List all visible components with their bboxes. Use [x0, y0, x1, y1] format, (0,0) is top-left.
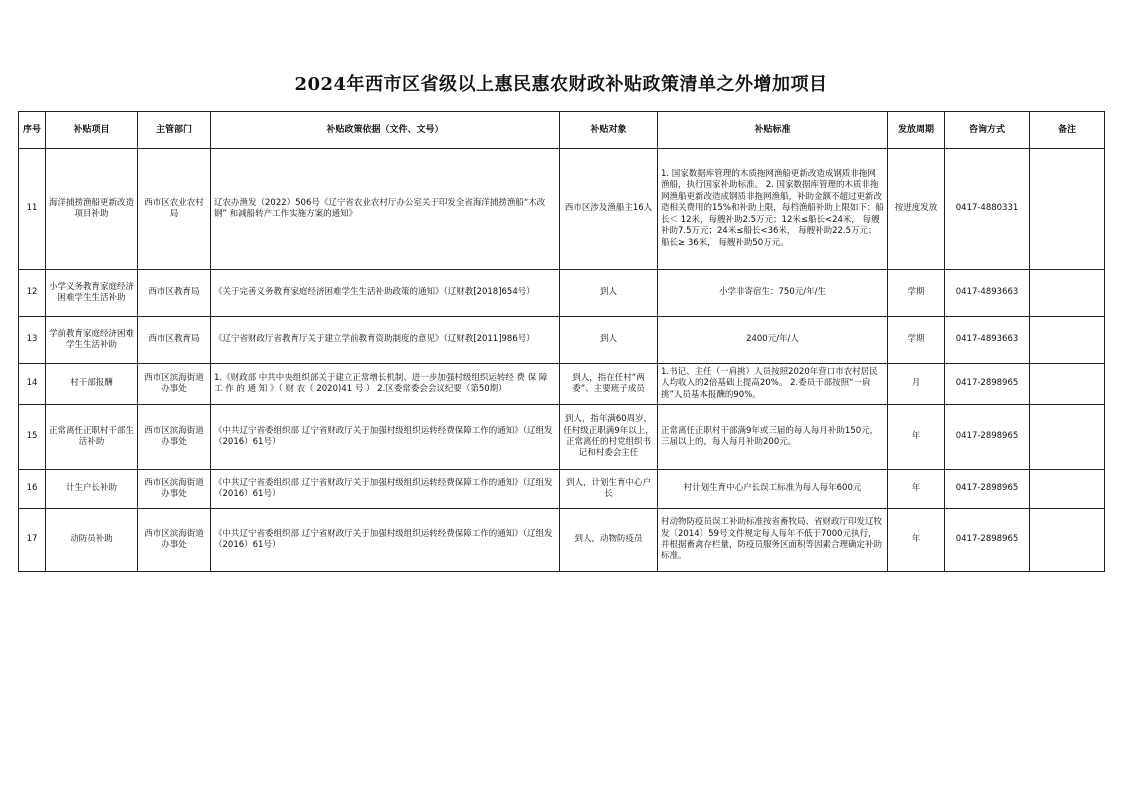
cell-basis: 辽农办渔发（2022）506号《辽宁省农业农村厅办公室关于印发全省海洋捕捞渔船“木改钢” 和减船转产工作实施方案的通知》	[211, 149, 560, 270]
cell-item: 海洋捕捞渔船更新改造项目补助	[46, 149, 138, 270]
cell-target: 到人，计划生育中心户长	[560, 470, 658, 509]
cell-dept: 西市区教育局	[138, 270, 211, 317]
cell-period: 学期	[888, 270, 945, 317]
cell-contact: 0417-2898965	[945, 405, 1030, 470]
cell-standard: 村计划生育中心户长误工标准为每人每年600元	[658, 470, 888, 509]
table-header-row	[19, 112, 1105, 149]
cell-no: 17	[19, 509, 46, 572]
cell-period: 年	[888, 470, 945, 509]
cell-dept: 西市区滨海街道办事处	[138, 470, 211, 509]
cell-contact: 0417-4880331	[945, 149, 1030, 270]
cell-note	[1030, 470, 1105, 509]
cell-period: 年	[888, 405, 945, 470]
cell-period: 按进度发放	[888, 149, 945, 270]
page-title: 2024年西市区省级以上惠民惠农财政补贴政策清单之外增加项目	[294, 74, 828, 95]
header-dept: 主管部门	[138, 112, 211, 149]
cell-target: 到人	[560, 317, 658, 364]
table-row	[19, 364, 1105, 405]
header-standard: 补贴标准	[658, 112, 888, 149]
table-row	[19, 270, 1105, 317]
cell-no: 16	[19, 470, 46, 509]
cell-dept: 西市区滨海街道办事处	[138, 364, 211, 405]
header-period: 发放周期	[888, 112, 945, 149]
cell-target: 到人，动物防疫员	[560, 509, 658, 572]
cell-contact: 0417-4893663	[945, 317, 1030, 364]
cell-period: 月	[888, 364, 945, 405]
cell-no: 12	[19, 270, 46, 317]
header-contact: 咨询方式	[945, 112, 1030, 149]
table-row	[19, 149, 1105, 270]
cell-no: 11	[19, 149, 46, 270]
table-row	[19, 317, 1105, 364]
cell-target: 西市区涉及渔船主16人	[560, 149, 658, 270]
cell-contact: 0417-2898965	[945, 509, 1030, 572]
cell-no: 15	[19, 405, 46, 470]
cell-item: 动防员补助	[46, 509, 138, 572]
cell-item: 正常离任正职村干部生活补助	[46, 405, 138, 470]
cell-no: 14	[19, 364, 46, 405]
cell-contact: 0417-2898965	[945, 364, 1030, 405]
header-no: 序号	[19, 112, 46, 149]
cell-basis: 《中共辽宁省委组织部 辽宁省财政厅关于加强村级组织运转经费保障工作的通知》（辽组发（2016）61号）	[211, 405, 560, 470]
header-target: 补贴对象	[560, 112, 658, 149]
cell-item: 学前教育家庭经济困难学生生活补助	[46, 317, 138, 364]
cell-standard: 1.书记、主任（一肩挑）人员按照2020年营口市农村居民人均收入的2倍基础上提高20%。 2.委员干部按照“一肩挑”人员基本报酬的90%。	[658, 364, 888, 405]
cell-standard: 1. 国家数据库管理的木质拖网渔船更新改造成钢质非拖网渔船，执行国家补助标准。 2. 国家数据库管理的木质非拖网渔船更新改造成钢质非拖网渔船，补助金额不超过更新改造相关费用的15%和补助上限，每档渔船补助上限如下：船长＜ 12米，每艘补助2.5万元；12米≤船长<24米， 每艘 补助7.5万元；24米≤船长<36米， 每艘补助22.5万元；船长≥ 36米， 每艘补助50万元。	[658, 149, 888, 270]
cell-period: 学期	[888, 317, 945, 364]
cell-standard: 村动物防疫员误工补助标准按省畜牧局、省财政厅印发辽牧发〔2014〕59号文件规定每人每年不低于7000元执行，并根据畜禽存栏量，防疫员服务区面积等因素合理确定补助标准。	[658, 509, 888, 572]
table-row	[19, 470, 1105, 509]
cell-standard: 正常离任正职村干部满9年或三届的每人每月补助150元，三届以上的，每人每月补助200元。	[658, 405, 888, 470]
cell-period: 年	[888, 509, 945, 572]
cell-note	[1030, 149, 1105, 270]
cell-target: 到人，指年满60周岁，任村级正职满9年以上，正常离任的村党组织书记和村委会主任	[560, 405, 658, 470]
cell-note	[1030, 364, 1105, 405]
cell-contact: 0417-4893663	[945, 270, 1030, 317]
cell-note	[1030, 317, 1105, 364]
header-item: 补贴项目	[46, 112, 138, 149]
cell-item: 小学义务教育家庭经济困难学生生活补助	[46, 270, 138, 317]
cell-dept: 西市区农业农村局	[138, 149, 211, 270]
cell-note	[1030, 509, 1105, 572]
cell-note	[1030, 270, 1105, 317]
cell-contact: 0417-2898965	[945, 470, 1030, 509]
cell-dept: 西市区教育局	[138, 317, 211, 364]
cell-standard: 小学非寄宿生：750元/年/生	[658, 270, 888, 317]
cell-basis: 1.《财政部 中共中央组织部关于建立正常增长机制、进一步加强村级组织运转经 费 保 障 工 作 的 通 知 》（ 财 农（ 2020)41 号 ） 2.区委常委会会议纪要（第50期）	[211, 364, 560, 405]
subsidy-table	[18, 111, 1105, 572]
cell-standard: 2400元/年/人	[658, 317, 888, 364]
cell-basis: 《中共辽宁省委组织部 辽宁省财政厅关于加强村级组织运转经费保障工作的通知》（辽组发（2016）61号）	[211, 470, 560, 509]
cell-item: 村干部报酬	[46, 364, 138, 405]
cell-basis: 《辽宁省财政厅省教育厅关于建立学前教育资助制度的意见》（辽财教[2011]986号）	[211, 317, 560, 364]
cell-dept: 西市区滨海街道办事处	[138, 509, 211, 572]
header-basis: 补贴政策依据（文件、文号）	[211, 112, 560, 149]
cell-dept: 西市区滨海街道办事处	[138, 405, 211, 470]
cell-basis: 《关于完善义务教育家庭经济困难学生生活补助政策的通知》（辽财教[2018]654号）	[211, 270, 560, 317]
cell-basis: 《中共辽宁省委组织部 辽宁省财政厅关于加强村级组织运转经费保障工作的通知》（辽组发（2016）61号）	[211, 509, 560, 572]
header-note: 备注	[1030, 112, 1105, 149]
table-row	[19, 509, 1105, 572]
cell-note	[1030, 405, 1105, 470]
cell-target: 到人	[560, 270, 658, 317]
cell-no: 13	[19, 317, 46, 364]
cell-target: 到人，指在任村“两委”、主要班子成员	[560, 364, 658, 405]
table-row	[19, 405, 1105, 470]
cell-item: 计生户长补助	[46, 470, 138, 509]
